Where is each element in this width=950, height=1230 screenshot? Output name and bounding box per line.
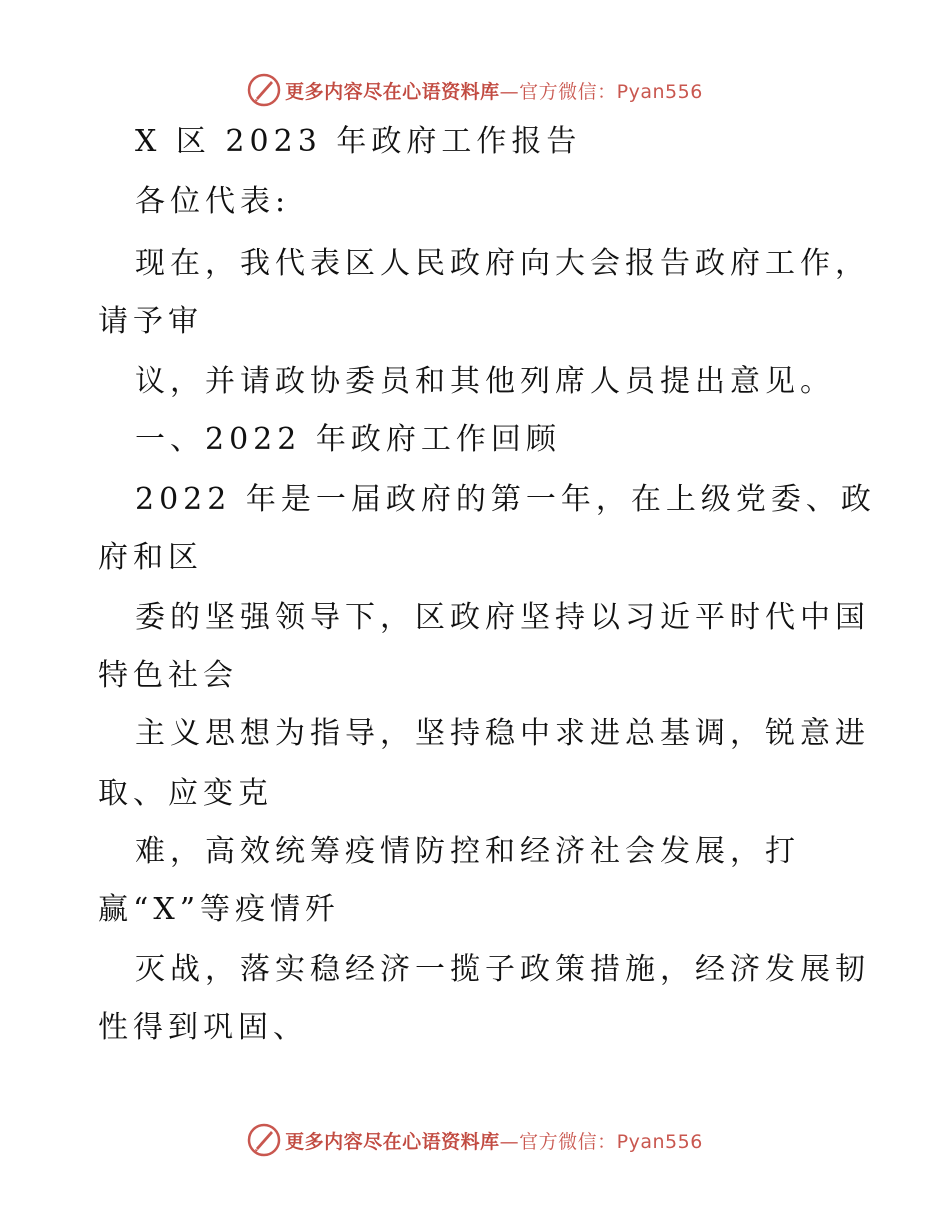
paragraph-line: 性得到巩固、 — [98, 1010, 308, 1045]
header-watermark — [0, 70, 950, 110]
paragraph-line: 2022 年是一届政府的第一年，在上级党委、政 — [135, 482, 876, 517]
document-title: X 区 2023 年政府工作报告 — [135, 124, 582, 159]
paragraph-line: 现在，我代表区人民政府向大会报告政府工作， — [135, 246, 870, 281]
paragraph-line: 主义思想为指导，坚持稳中求进总基调，锐意进 — [135, 716, 870, 751]
paragraph-line: 委的坚强领导下，区政府坚持以习近平时代中国 — [135, 600, 870, 635]
section-heading: 一、2022 年政府工作回顾 — [135, 422, 561, 457]
quill-logo-icon — [247, 73, 281, 107]
paragraph-line: 赢“X”等疫情歼 — [98, 892, 341, 927]
paragraph-line: 灭战，落实稳经济一揽子政策措施，经济发展韧 — [135, 952, 870, 987]
paragraph-line: 取、应变克 — [98, 776, 273, 811]
footer-watermark — [0, 1120, 950, 1160]
header-watermark-text: 更多内容尽在心语资料库—官方微信：Pyan556 — [285, 80, 703, 103]
quill-logo-icon — [247, 1123, 281, 1157]
paragraph-line: 议，并请政协委员和其他列席人员提出意见。 — [135, 364, 835, 399]
paragraph-line: 难，高效统筹疫情防控和经济社会发展，打 — [135, 834, 800, 869]
paragraph-line: 府和区 — [98, 540, 203, 575]
footer-watermark-text: 更多内容尽在心语资料库—官方微信：Pyan556 — [285, 1130, 703, 1153]
paragraph-line: 请予审 — [98, 304, 203, 339]
salutation: 各位代表: — [135, 184, 291, 219]
paragraph-line: 特色社会 — [98, 658, 238, 693]
